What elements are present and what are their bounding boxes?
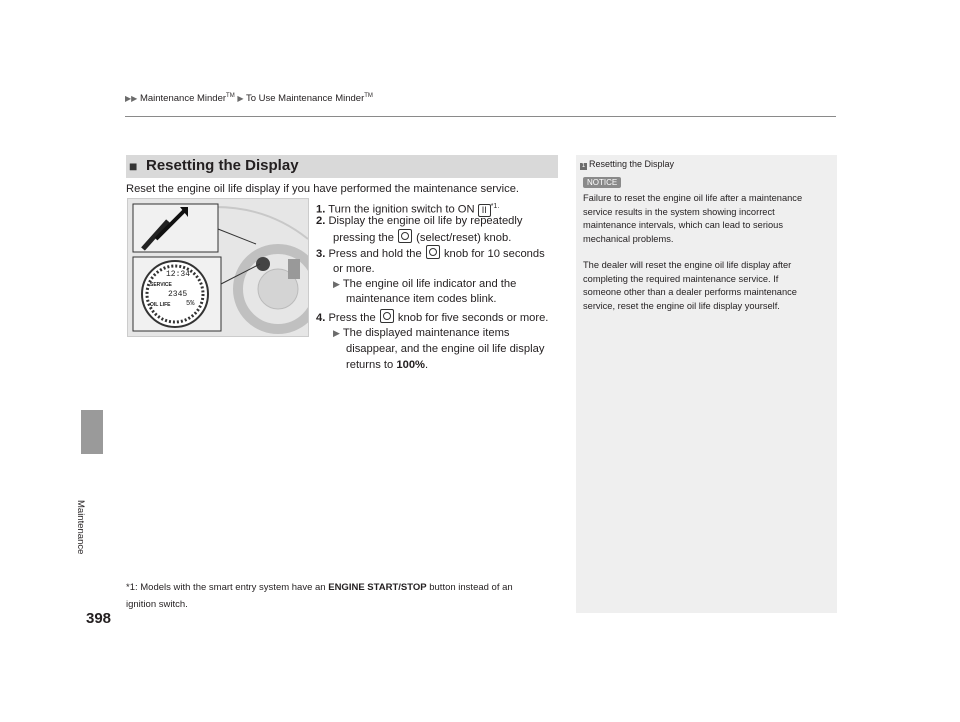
step-3-result: ▶ The engine oil life indicator and the	[333, 278, 517, 290]
clock-readout: 12:34	[166, 270, 191, 279]
notice-badge: NOTICE	[583, 177, 621, 188]
square-bullet-icon: ■	[129, 158, 138, 174]
step-4-result-cont: disappear, and the engine oil life display	[346, 343, 545, 355]
breadcrumb	[125, 93, 373, 104]
ignition-key-icon: II	[478, 204, 491, 217]
step-3: 3. Press and hold the knob for 10 seconds	[316, 245, 545, 262]
step-2-cont: pressing the (select/reset) knob.	[333, 229, 511, 246]
chapter-label: Maintenance	[75, 500, 86, 555]
result-arrow-icon: ▶	[333, 328, 340, 338]
page-number: 398	[86, 610, 112, 627]
note-marker-icon: 1	[581, 163, 586, 169]
dashboard-illustration	[127, 198, 309, 337]
breadcrumb-link-maintenance-minder[interactable]: Maintenance Minder™	[139, 93, 235, 105]
footnote: *1: Models with the smart entry system have an ENGINE START/STOP button instead of an ignition switch.	[126, 582, 513, 610]
breadcrumb-link-to-use[interactable]: To Use Maintenance Minder™	[245, 93, 373, 105]
select-reset-knob-icon	[398, 229, 412, 243]
step-3-result-cont: maintenance item codes blink.	[346, 293, 497, 305]
dealer-paragraph: The dealer will reset the engine oil life display after completing the required maintenance service. If someone other than a dealer performs maintenance service, reset the engine oil life display yourself.	[583, 260, 797, 311]
oil-life-label: OIL LIFE	[150, 302, 171, 308]
step-4: 4. Press the knob for five seconds or more.	[316, 309, 548, 326]
section-title: Resetting the Display	[146, 157, 299, 174]
step-1: 1. Turn the ignition switch to ON II $^{*1.}$	[316, 203, 500, 216]
side-note-panel	[576, 155, 837, 613]
header-divider	[125, 116, 836, 117]
intro-text: Reset the engine oil life display if you have performed the maintenance service.	[126, 183, 520, 195]
note-title: 1 Resetting the Display	[581, 159, 675, 169]
section-heading	[126, 155, 558, 178]
service-label: SERVICE	[150, 282, 172, 288]
step-2: 2. Display the engine oil life by repeatedly	[316, 215, 523, 227]
oil-percent-readout: 5%	[186, 300, 195, 308]
chapter-tab	[81, 410, 103, 454]
select-reset-knob-icon	[426, 245, 440, 259]
odometer-readout: 2345	[168, 290, 188, 299]
result-arrow-icon: ▶	[333, 279, 340, 289]
step-3-cont: or more.	[333, 263, 375, 275]
breadcrumb-arrow-icon: ▶▶	[125, 94, 138, 104]
step-4-result: ▶ The displayed maintenance items	[333, 327, 510, 339]
select-reset-knob-icon	[380, 309, 394, 323]
notice-paragraph: Failure to reset the engine oil life after a maintenance service results in the system showing incorrect maintenance intervals, which can lead to serious mechanical problems.	[583, 193, 803, 244]
step-4-result-cont2: returns to 100%.	[346, 359, 429, 371]
breadcrumb-arrow-icon: ▶	[237, 94, 244, 104]
